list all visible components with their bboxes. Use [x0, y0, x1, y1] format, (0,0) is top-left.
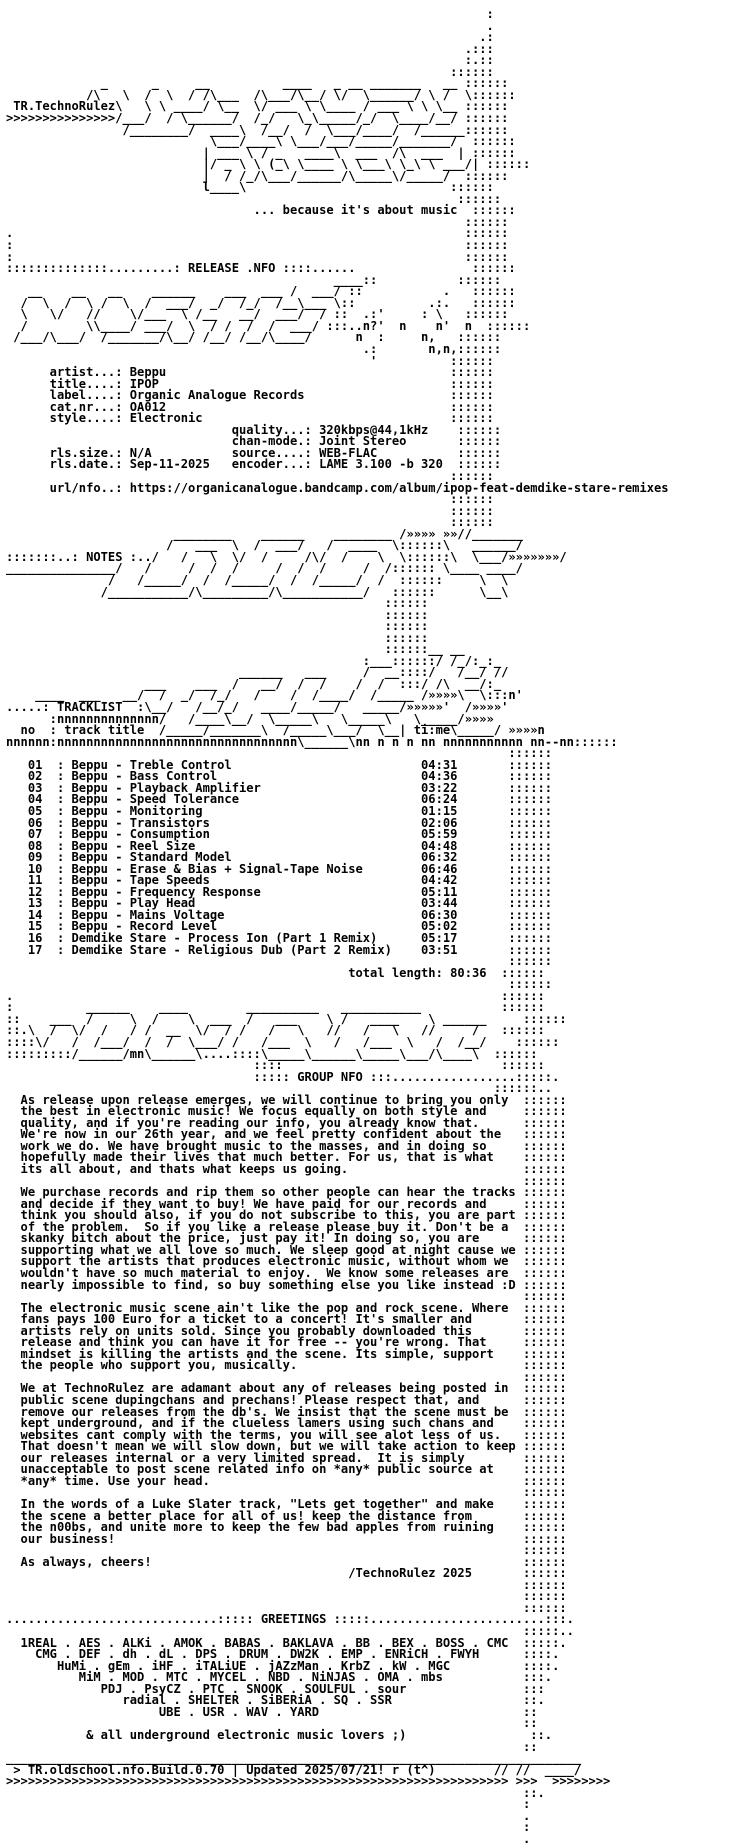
nfo-line: 16 : Demdike Stare - Process Ion (Part 1 Remix) 05:17 ::::::	[6, 931, 553, 945]
nfo-line: ::::::	[6, 954, 553, 969]
nfo-line: chan-mode.: Joint Stereo ::::::	[6, 434, 502, 449]
nfo-line: supporting what we all love so much. We sleep good at night cause we ::::::	[6, 1242, 567, 1257]
nfo-line: .	[6, 18, 494, 33]
nfo-line: ::	[6, 1739, 538, 1754]
nfo-line: 15 : Beppu - Record Level 05:02 ::::::	[6, 919, 553, 934]
nfo-line: PDJ . PsyCZ . PTC . SNOOK . SOULFUL . sour :::	[6, 1681, 545, 1696]
nfo-line: ::.\ / \/ / / / __ \/ / / / \ // / \ // / ::::::	[6, 1023, 545, 1038]
nfo-line: ______ ___ / __::::/ /__/ //	[6, 665, 509, 680]
nfo-line: /___/\___/ /_______/\__/ /__/ /__/\____/ n : n, ::::::	[6, 330, 502, 345]
nfo-line: ::::::	[6, 492, 494, 507]
nfo-line: ::.	[6, 1785, 545, 1800]
nfo-line: its all about, and thats what keeps us going. ::::::	[6, 1162, 567, 1176]
nfo-line: ::::::::::::::.........: RELEASE .NFO ::::...... ::::::	[6, 261, 516, 276]
nfo-line: radial . SHELTER . SiBERiA . SQ . SSR ::.	[6, 1693, 545, 1708]
nfo-line: :::::::::/______/mn\______\....::::\_____\______\_____\___/\____\ ::::::	[6, 1046, 538, 1061]
nfo-line: .	[6, 1831, 531, 1846]
nfo-line: l____\ ::::::	[6, 180, 494, 195]
nfo-line: :: ___ / \ / \ ___ / ___ \ / ____ \ ______ ::::::	[6, 1011, 567, 1026]
nfo-line: We purchase records and rip them so other people can hear the tracks ::::::	[6, 1185, 567, 1200]
nfo-line: mindset is killing the artists and the scene. Its simple, support ::::::	[6, 1346, 567, 1361]
nfo-line: release and think you can have it for free -- you're wrong. That ::::::	[6, 1335, 567, 1350]
nfo-line: wouldn't have so much material to enjoy. We know some releases are ::::::	[6, 1265, 567, 1280]
nfo-line: We're now in our 26th year, and we feel pretty confident about the ::::::	[6, 1127, 567, 1142]
nfo-line: quality...: 320kbps@44,1kHz ::::::	[6, 422, 502, 437]
nfo-line: \ \/ // \/___ \ /__ __/ ___/ / :: .:' : \ ::::::	[6, 307, 509, 322]
nfo-line: remove our releases from the db's. We insist that the scene must be ::::::	[6, 1404, 567, 1419]
nfo-line: fans pays 100 Euro for a ticket to a concert! It's smaller and ::::::	[6, 1312, 567, 1327]
nfo-line: .............................::::: GREETINGS :::::........................:::.	[6, 1612, 574, 1627]
nfo-line: ::::::	[6, 1485, 567, 1500]
nfo-line: 07 : Beppu - Consumption 05:59 ::::::	[6, 827, 553, 842]
nfo-line: 13 : Beppu - Play Head 03:44 ::::::	[6, 896, 553, 911]
nfo-line: :::::..	[6, 1624, 574, 1638]
nfo-line: . ::::::	[6, 988, 545, 1003]
nfo-line: As always, cheers! ::::::	[6, 1554, 567, 1569]
nfo-line: We at TechnoRulez are adamant about any of releases being posted in ::::::	[6, 1381, 567, 1396]
nfo-line: ::::::	[6, 64, 494, 79]
nfo-line: 04 : Beppu - Speed Tolerance 06:24 ::::::	[6, 792, 553, 807]
nfo-line: > TR.oldschool.nfo.Build.0.70 | Updated 2025/07/21! r (t^) // // ____/	[6, 1762, 582, 1777]
nfo-line: HuMi . gEm . iHF . iTALiUE . jAZzMan . KrbZ . kW . MGC ::::.	[6, 1658, 560, 1673]
nfo-line: | ___ \ / _ ____\ ___ /\ ___ | ::::::	[6, 145, 516, 160]
nfo-line: ::::::	[6, 746, 553, 761]
nfo-line: .:	[6, 30, 494, 45]
nfo-line: ::::::	[6, 214, 509, 229]
nfo-line: >>>>>>>>>>>>>>>/___/ / \______/ /_/ \_\_____/_/ \____/__/ ::::::	[6, 110, 509, 125]
nfo-line: ' ::::::	[6, 353, 494, 368]
nfo-line: ::::::	[6, 596, 429, 611]
nfo-line: 11 : Beppu - Tape Speeds 04:42 ::::::	[6, 873, 553, 888]
nfo-line: The electronic music scene ain't like the pop and rock scene. Where ::::::	[6, 1300, 567, 1315]
nfo-line: / /_____/ / /_____/ / /_____/ / :::::: \ \	[6, 572, 509, 587]
nfo-line: 12 : Beppu - Frequency Response 05:11 ::::::	[6, 884, 553, 899]
nfo-line: & all underground electronic music lovers ;) ::.	[6, 1727, 553, 1742]
nfo-line: :::::::..: NOTES :../ / \ \/ / /\/ / \ \::::::\ \___/»»»»»»»/	[6, 549, 567, 564]
nfo-line: ____:: ::::::	[6, 272, 502, 287]
nfo-line: _ _ __ ____ _ __ _______ __ ::::::	[6, 76, 509, 91]
nfo-line: . ::::::	[6, 226, 509, 241]
nfo-line: _______________________________________________________________________________	[6, 1751, 582, 1766]
nfo-line: : ::::::	[6, 238, 509, 252]
nfo-line: ::::::	[6, 503, 494, 518]
nfo-line: / \\____/ ___/ \ / / / / ___/ :::..n?' n n' n ::::::	[6, 318, 531, 333]
nfo-line: ::::::	[6, 630, 429, 645]
nfo-line: \___/____\ \___/___/_____/_______/ ::::::	[6, 134, 516, 149]
nfo-line: of the problem. So if you like a release please buy it. Don't be a ::::::	[6, 1219, 567, 1234]
nfo-line: ... because it's about music ::::::	[6, 203, 516, 218]
nfo-line: ::::::	[6, 515, 494, 530]
nfo-line: :	[6, 7, 494, 21]
nfo-line: ::::::	[6, 1577, 567, 1592]
nfo-line: 14 : Beppu - Mains Voltage 06:30 ::::::	[6, 907, 553, 922]
nfo-line: /___________/\_________/\___________/ :::::: \__\	[6, 584, 509, 599]
nfo-line: 10 : Beppu - Erase & Bias + Signal-Tape Noise 06:46 ::::::	[6, 861, 553, 876]
nfo-line: skanky bitch about the price, just pay it! In doing so, you are ::::::	[6, 1231, 567, 1246]
nfo-line: 09 : Beppu - Standard Model 06:32 ::::::	[6, 850, 553, 865]
nfo-line: ::::::	[6, 607, 429, 622]
nfo-line: ::::::	[6, 1173, 567, 1188]
nfo-line: __ __ __ ______ ___ ___ / ___/ :: . ::::::	[6, 284, 516, 299]
nfo-line: no : track title /_____/_______\ /_____\___/ \__| ti:me\_____/ »»»»n	[6, 723, 545, 738]
nfo-line: and decide if they want to buy! We have paid for our records and ::::::	[6, 1196, 567, 1211]
nfo-line: kept underground, and if the clueless lamers using such chans and ::::::	[6, 1416, 567, 1431]
nfo-line: ::::\/ / /___/ / / \___/ / /___ \ / /___ \ / /__/ ::::::	[6, 1034, 560, 1049]
nfo-line: That doesn't mean we will slow down, but we will take action to keep ::::::	[6, 1439, 567, 1454]
nfo-line: support the artists that produces electronic music, without whom we ::::::	[6, 1254, 567, 1269]
nfo-line: cat.nr...: OA012 ::::::	[6, 399, 494, 414]
nfo-line: artists rely on units sold. Since you probably downloaded this ::::::	[6, 1323, 567, 1338]
nfo-line: artist...: Beppu ::::::	[6, 365, 494, 380]
nfo-line: |/ _ \ \ (_\ \____ \ \___\ \_\ \ ___/| ::::::	[6, 157, 531, 172]
nfo-line: :nnnnnnnnnnnnnn/ /____\__/ \_____\ \_____\ \_____/»»»»	[6, 711, 494, 726]
nfo-line: :.::	[6, 53, 494, 68]
nfo-line: ::	[6, 1716, 538, 1731]
nfo-line: style....: Electronic ::::::	[6, 411, 494, 426]
nfo-line: rls.size.: N/A source....: WEB-FLAC ::::::	[6, 445, 502, 460]
nfo-line: | / /_/\___/______/\_____\/_____/ ::::::	[6, 168, 509, 183]
nfo-line: websites cant comply with the terms, you will see alot less of us. ::::::	[6, 1427, 567, 1442]
nfo-line: ::::::	[6, 191, 502, 206]
nfo-line: unacceptable to post scene related info on *any* public source at ::::::	[6, 1462, 567, 1477]
nfo-line: url/nfo..: https://organicanalogue.bandcamp.com/album/ipop-feat-demdike-stare-remixes	[6, 480, 669, 495]
nfo-line: /________/ ____\ /__/ / \___/____/ /______::::::	[6, 122, 509, 137]
nfo-line: _______________/ / / / / / / / / /:::::: \____ ____/	[6, 561, 523, 576]
nfo-line: ::::::	[6, 469, 494, 483]
nfo-line: ________ ______ ________ /»»»» »»//_______	[6, 526, 523, 541]
nfo-line: :___::::::/ /_/:_:_	[6, 653, 502, 668]
nfo-line: quality, and if you're reading our info, you already know that. ::::::	[6, 1115, 567, 1130]
nfo-line: CMG . DEF . dh . dL . DPS . DRUM . DW2K . EMP . ENRiCH . FWYH ::::.	[6, 1647, 560, 1662]
nfo-line: 01 : Beppu - Treble Control 04:31 ::::::	[6, 757, 553, 772]
nfo-line: : ::::::	[6, 249, 509, 264]
nfo-line: our releases internal or a very limited spread. It is simply ::::::	[6, 1450, 567, 1465]
nfo-line: :	[6, 1820, 531, 1835]
nfo-line: ::::::__ __	[6, 642, 465, 657]
nfo-line: the best in electronic music! We focus equally on both style and ::::::	[6, 1104, 567, 1119]
nfo-line: / \ / \ / \ / ___/ _/ /_/ /__\___ \:: .:. ::::::	[6, 295, 516, 310]
nfo-line: hopefully made their lives that much better. For us, that is what ::::::	[6, 1150, 567, 1165]
nfo-line: ::::::	[6, 977, 553, 992]
nfo-line: the scene a better place for all of us! keep the distance from ::::::	[6, 1508, 567, 1523]
nfo-line: .: n,n,::::::	[6, 341, 502, 356]
nfo-line: the n00bs, and unite more to keep the few bad apples from ruining ::::::	[6, 1520, 567, 1535]
nfo-line: In the words of a Luke Slater track, "Lets get together" and make ::::::	[6, 1496, 567, 1511]
nfo-line: work we do. We have brought music to the masses, and in doing so ::::::	[6, 1138, 567, 1153]
nfo-line: 17 : Demdike Stare - Religious Dub (Part 2 Remix) 03:51 ::::::	[6, 942, 553, 957]
nfo-line: rls.date.: Sep-11-2025 encoder...: LAME 3.100 -b 320 ::::::	[6, 457, 502, 472]
nfo-line: :::: ::::::	[6, 1058, 545, 1073]
nfo-line: 1REAL . AES . ALKi . AMOK . BABAS . BAKLAVA . BB . BEX . BOSS . CMC :::::.	[6, 1635, 567, 1650]
nfo-line: 02 : Beppu - Bass Control 04:36 ::::::	[6, 769, 553, 784]
nfo-line: ::::::..	[6, 1081, 553, 1096]
nfo-line: /\ \ / \ / /\___ /\___/\__/ \/ \______/ \ / \::::::	[6, 87, 516, 102]
nfo-line: >>>>>>>>>>>>>>>>>>>>>>>>>>>>>>>>>>>>>>>>>>>>>>>>>>>>>>>>>>>>>>>>>>>>> >>> >>>>>>>>	[6, 1774, 611, 1789]
nfo-line: nearly impossible to find, so buy something else you like instead :D ::::::	[6, 1277, 567, 1292]
nfo-line: 08 : Beppu - Reel Size 04:48 ::::::	[6, 838, 553, 853]
nfo-line: .	[6, 1808, 531, 1823]
nfo-line: :	[6, 1797, 531, 1812]
nfo-line: /TechnoRulez 2025 ::::::	[6, 1566, 567, 1581]
nfo-line: 06 : Beppu - Transistors 02:06 ::::::	[6, 815, 553, 830]
nfo-line: think you should also, if you do not subscribe to this, you are part ::::::	[6, 1208, 567, 1223]
nfo-line: our business! ::::::	[6, 1531, 567, 1546]
nfo-line: ::::::	[6, 1289, 567, 1304]
nfo-line: ::::::	[6, 619, 429, 634]
nfo-line: .:::	[6, 41, 494, 56]
nfo-line: *any* time. Use your head. ::::::	[6, 1473, 567, 1488]
nfo-line: ::::: GROUP NFO :::.................:::::.	[6, 1069, 560, 1084]
nfo-line: ::::::	[6, 1543, 567, 1558]
nfo-line: public scene dupingchans and prechans! Please respect that, and ::::::	[6, 1393, 567, 1407]
nfo-line: title....: IPOP ::::::	[6, 376, 494, 391]
nfo-line: As release upon release emerges, we will continue to bring you only ::::::	[6, 1092, 567, 1107]
nfo-line: ___ ___ / __/ / / / / :::/ /\ __/:_	[6, 676, 502, 691]
nfo-line: .....: TRACKLIST :\__/ /__/_/ ____/_____/ _____/»»»»»' /»»»»'	[6, 700, 509, 714]
nfo-line: nnnnnn:nnnnnnnnnnnnnnnnnnnnnnnnnnnnnnnnn\______\nn n n n nn nnnnnnnnnnn nn--nn::::::	[6, 734, 618, 749]
nfo-line: label....: Organic Analogue Records ::::::	[6, 388, 494, 403]
nfo-line: / ___ \ / ___/ / ____ \::::::\ ______/	[6, 538, 523, 553]
nfo-line: : ______ ____ __________ ___________ ::::::	[6, 1000, 545, 1015]
nfo-line: 05 : Beppu - Monitoring 01:15 ::::::	[6, 803, 553, 818]
nfo-line: ::::::	[6, 1369, 567, 1384]
nfo-line: total length: 80:36 ::::::	[6, 965, 545, 980]
nfo-line: ::::::	[6, 1589, 567, 1604]
nfo-line: ::::::	[6, 1600, 567, 1615]
nfo-line: TR.TechnoRulez\ \ \ ____/ \__ \/ ___ \ \____ / ___ \ \ \__ ::::::	[6, 99, 509, 114]
nfo-line: the people who support you, musically. ::::::	[6, 1358, 567, 1373]
nfo-line: 03 : Beppu - Playback Amplifier 03:22 ::::::	[6, 780, 553, 795]
nfo-line: UBE . USR . WAV . YARD ::	[6, 1704, 538, 1719]
nfo-line: MiM . MOD . MTC . MYCEL . NBD . NiNJAS . OMA . mbs :::.	[6, 1670, 553, 1685]
nfo-line: ____ ___ __/ / _/ /_/ / / /____/ /_____ /»»»»\ \:::n'	[6, 688, 523, 703]
